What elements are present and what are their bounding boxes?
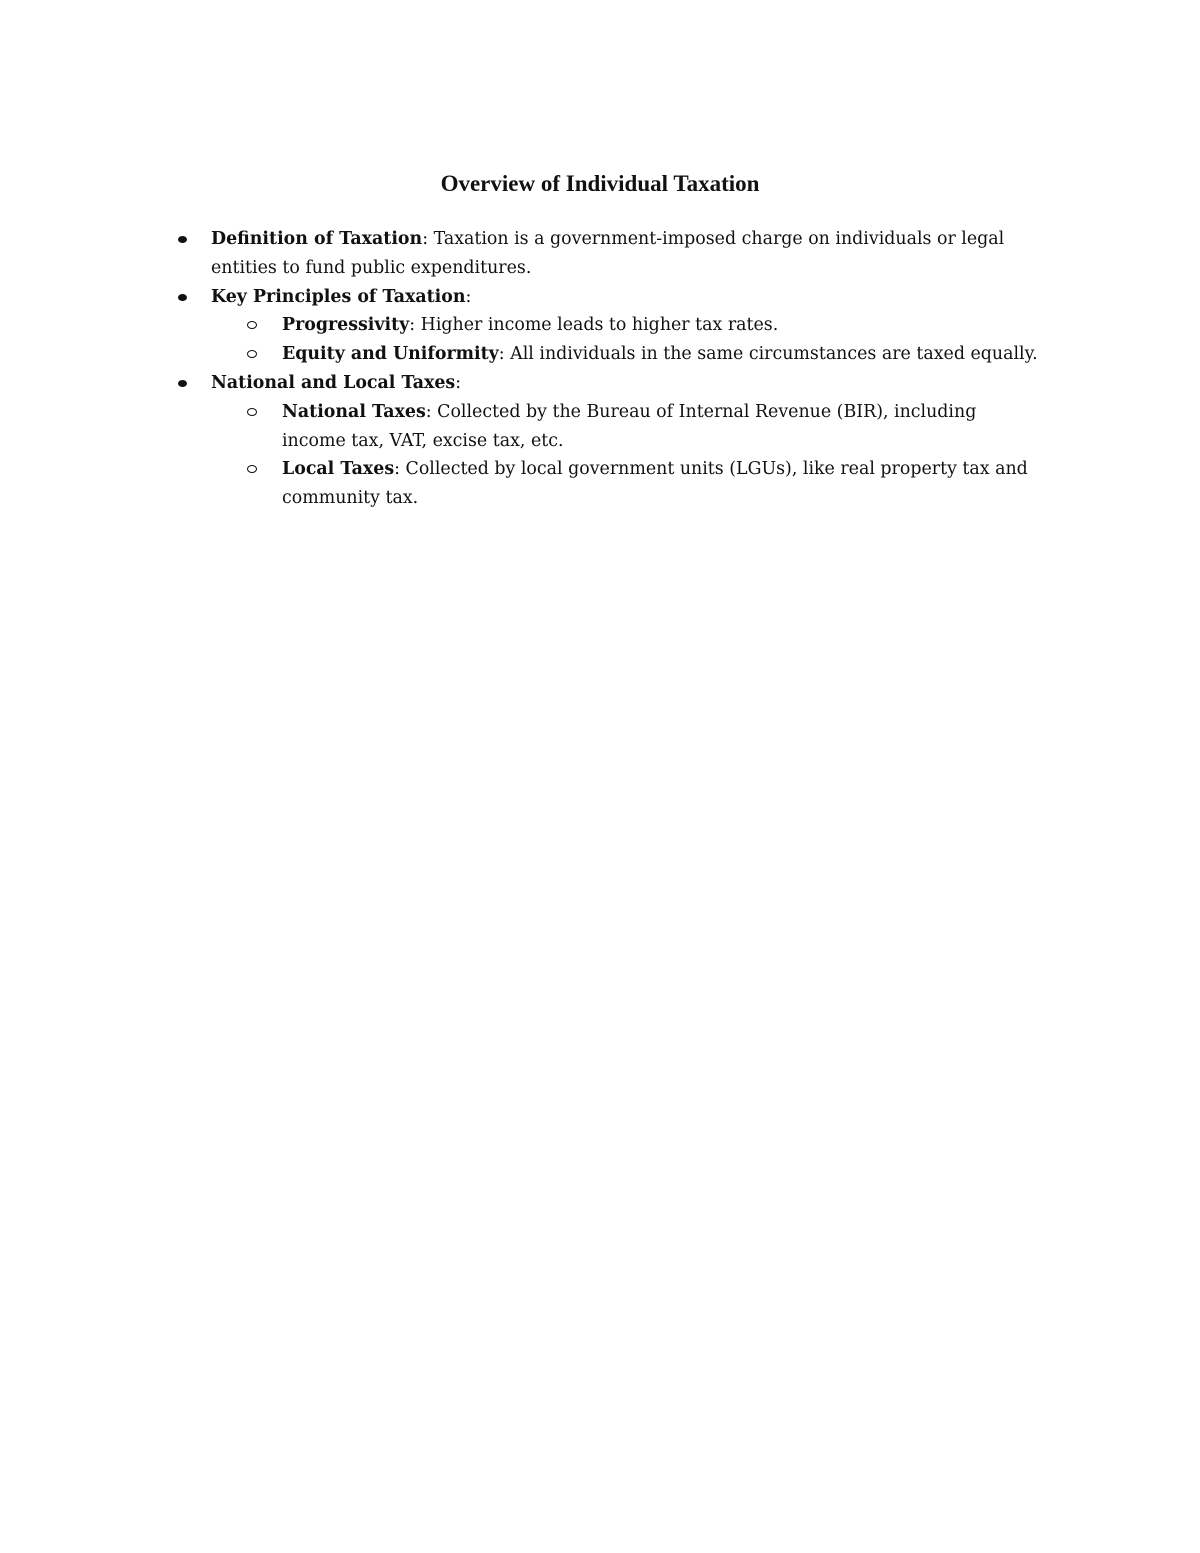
item-text: Collected by the Bureau of Internal Revenue (BIR), including income tax, VAT, excise tax, etc. [282,401,977,451]
sub-item-local-taxes [0,455,1042,513]
term-label: Definition of Taxation [211,229,423,249]
term-separator: : [455,372,462,393]
sub-item-progressivity [0,311,1042,340]
term-separator: : [465,286,472,307]
bullet-circle-icon [247,408,257,416]
term-label: Equity and Uniformity [282,344,499,365]
term-label: Progressivity [282,315,410,336]
item-text: All individuals in the same circumstances are taxed equally. [504,344,1038,365]
term-label: Key Principles of Taxation [211,286,466,307]
list-item-key-principles [0,283,1061,369]
bullet-circle-icon [247,465,257,473]
list-item-national-local [0,369,1061,513]
bullet-disc-icon [178,294,187,301]
list-item-definition [0,225,1061,283]
term-separator: : [422,229,429,249]
sub-list [211,311,1061,369]
document-title: Overview of Individual Taxation [440,171,760,196]
item-text: Higher income leads to higher tax rates. [415,315,779,336]
term-separator: : [394,459,400,480]
term-label: National Taxes [282,401,426,422]
item-text: Collected by local government units (LGUs), like real property tax and community tax. [282,459,1028,509]
item-text: Taxation is a government-imposed charge on individuals or legal entities to fund public expenditures. [211,229,1005,278]
term-separator: : [498,344,505,365]
bullet-list [0,225,1200,513]
term-separator: : [409,315,416,336]
bullet-disc-icon [178,236,187,243]
term-separator: : [425,401,432,422]
bullet-circle-icon [247,350,257,358]
sub-item-equity [0,340,1042,369]
bullet-disc-icon [178,380,187,387]
sub-list [211,398,1061,513]
bullet-circle-icon [247,321,257,329]
sub-item-national-taxes [0,398,1042,456]
term-label: National and Local Taxes [211,372,456,393]
term-label: Local Taxes [282,459,395,480]
